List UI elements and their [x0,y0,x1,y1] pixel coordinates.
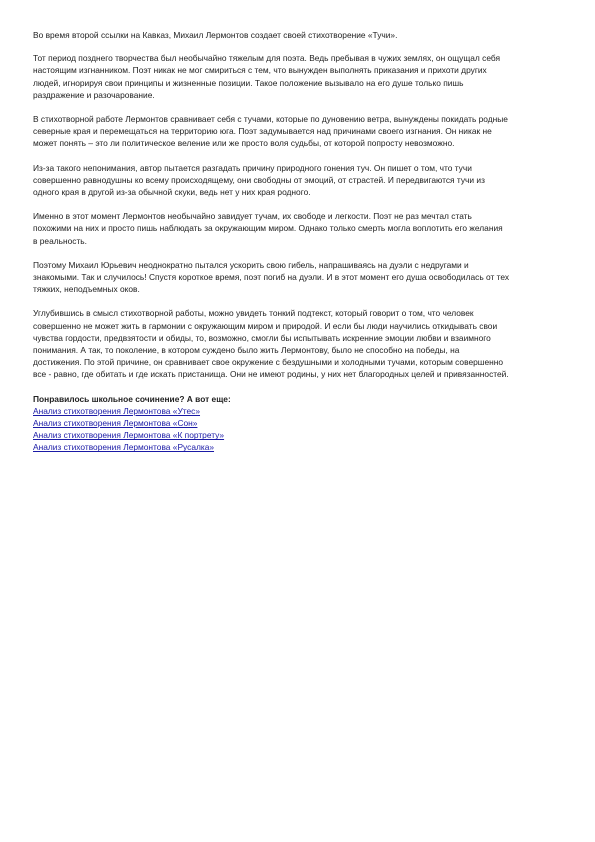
related-link-rusalka[interactable]: Анализ стихотворения Лермонтова «Русалка» [33,442,215,453]
paragraph-7: Углубившись в смысл стихотворной работы, можно увидеть тонкий подтекст, который говорит о том, что человек совершенно не может жить в гармонии с окружающим миром и природой. И если бы люди научились откидывать свои чувства гордости, предвзятости и обиды, то, возможно, смогли бы испытывать искренние эмоции любви и взаимного понимания. А так, то поколение, в котором суждено было жить Лермонтову, было не способно на победы, на достижения. По этой причине, он сравнивает свое окружение с бездушными и холодными тучами, которым совершенно все - равно, где обитать и где искать пристанища. Они не имеют родины, у них нет благородных целей и привязанностей. [33,308,509,380]
paragraph-intro: Во время второй ссылки на Кавказ, Михаил Лермонтов создает своей стихотворение «Тучи». [33,30,398,40]
paragraph-6: Поэтому Михаил Юрьевич неоднократно пытался ускорить свою гибель, напрашиваясь на дуэли с недругами и знакомыми. Так и случилось! Спустя короткое время, поэт погиб на дуэли. И в этот момент его душа освободилась от тех тяжких, неподъемных оков. [33,259,510,295]
essay-body [33,29,565,381]
paragraph-2: Тот период позднего творчества был необычайно тяжелым для поэта. Ведь пребывая в чужих землях, он ощущал себя настоящим изгнанником. Поэт никак не мог смириться с тем, что вынужден выполнять приказания и прихоти других людей, игнорируя свои принципы и жизненные позиции. Такое положение вызывало на его душе только пишь раздражение и разочарование. [33,53,501,100]
related-essays [33,393,565,454]
paragraph-5: Именно в этот момент Лермонтов необычайно завидует тучам, их свободе и легкости. Поэт не раз мечтал стать похожими на них и просто пишь наблюдать за окружающим миром. Однако только смерть могла воплотить его желания в реальность. [33,211,503,246]
paragraph-4: Из-за такого непонимания, автор пытается разгадать причину природного гонения туч. Он пишет о том, что тучи совершенно равнодушны ко всему происходящему, они свободны от эмоций, от страстей. И передвигаются тучи из одного края в другой из-за обычной скуки, ведь нет у них края родного. [33,162,485,198]
related-heading: Понравилось школьное сочинение? А вот еще: [33,393,231,404]
related-link-son[interactable]: Анализ стихотворения Лермонтова «Сон» [33,418,198,429]
related-link-k-portretu[interactable]: Анализ стихотворения Лермонтова «К портрету» [33,430,225,441]
paragraph-3: В стихотворной работе Лермонтов сравнивает себя с тучами, которые по дуновению ветра, вынуждены покидать родные северные края и перемещаться на территорию юга. Поэт задумывается над причинами своего изгнания. Он никак не может понять – это ли политическое веление или же просто воля судьбы, от которой попросту невозможно. [33,114,508,149]
related-link-utes[interactable]: Анализ стихотворения Лермонтова «Утес» [33,405,201,416]
